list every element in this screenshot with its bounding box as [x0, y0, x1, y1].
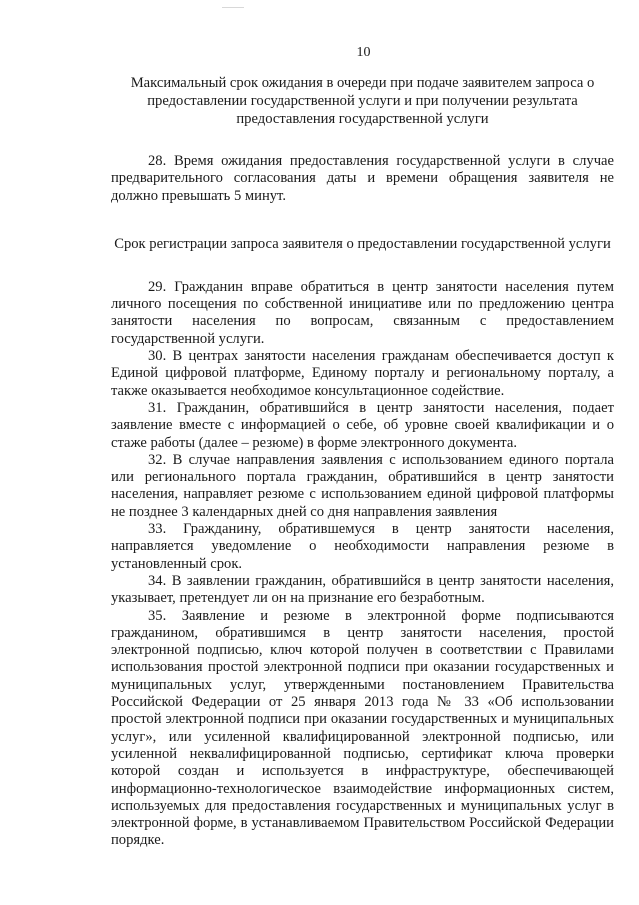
paragraph-32: 32. В случае направления заявления с использованием единого портала или регионального портала гражданин, обратившийся в центр занятости населения, направляет резюме с использованием единой цифровой платформы не позднее 3 календарных дней со дня направления заявления	[111, 451, 614, 520]
paragraph-35: 35. Заявление и резюме в электронной форме подписываются гражданином, обратившимся в центр занятости населения, простой электронной подписью, ключ которой получен в соответствии с Правилами использования простой электронной подписи при оказании государственных и муниципальных услуг, утвержденными постановлением Правительства Российской Федерации от 25 января 2013 года № 33 «Об использовании простой электронной подписи при оказании государственных и муниципальных услуг», или усиленной квалифицированной электронной подписью, или усиленной неквалифицированной подписью, сертификат ключа проверки которой создан и используется в инфраструктуре, обеспечивающей информационно-технологическое взаимодействие информационных систем, используемых для предоставления государственных и муниципальных услуг в электронной форме, в устанавливаемом Правительством Российской Федерации порядке.	[111, 607, 614, 849]
section-heading-registration: Срок регистрации запроса заявителя о предоставлении государственной услуги	[114, 235, 611, 252]
document-body	[111, 74, 614, 850]
paragraph-29: 29. Гражданин вправе обратиться в центр занятости населения путем личного посещения по собственной инициативе или по предложению центра занятости населения по вопросам, связанным с предоставлением государственной услуги.	[111, 278, 614, 347]
section-heading-waiting-time: Максимальный срок ожидания в очереди при подаче заявителем запроса о предоставлении государственной услуги и при получении результата предоставления государственной услуги	[130, 75, 595, 127]
paragraph-28: 28. Время ожидания предоставления государственной услуги в случае предварительного согласования даты и времени обращения заявителя не должно превышать 5 минут.	[111, 153, 614, 204]
paragraph-30: 30. В центрах занятости населения гражданам обеспечивается доступ к Единой цифровой платформе, Единому порталу и региональному порталу, а также оказывается необходимое консультационное содействие.	[111, 348, 614, 399]
paragraph-34: 34. В заявлении гражданин, обратившийся в центр занятости населения, указывает, претендует ли он на признание его безработным.	[111, 572, 614, 607]
scan-artifact	[222, 7, 244, 8]
page-number: 10	[356, 45, 371, 60]
paragraph-31: 31. Гражданин, обратившийся в центр занятости населения, подает заявление вместе с информацией о себе, об уровне своей квалификации и о стаже работы (далее – резюме) в форме электронного документа.	[111, 399, 614, 451]
paragraph-33: 33. Гражданину, обратившемуся в центр занятости населения, направляется уведомление о необходимости направления резюме в установленный срок.	[111, 521, 614, 572]
